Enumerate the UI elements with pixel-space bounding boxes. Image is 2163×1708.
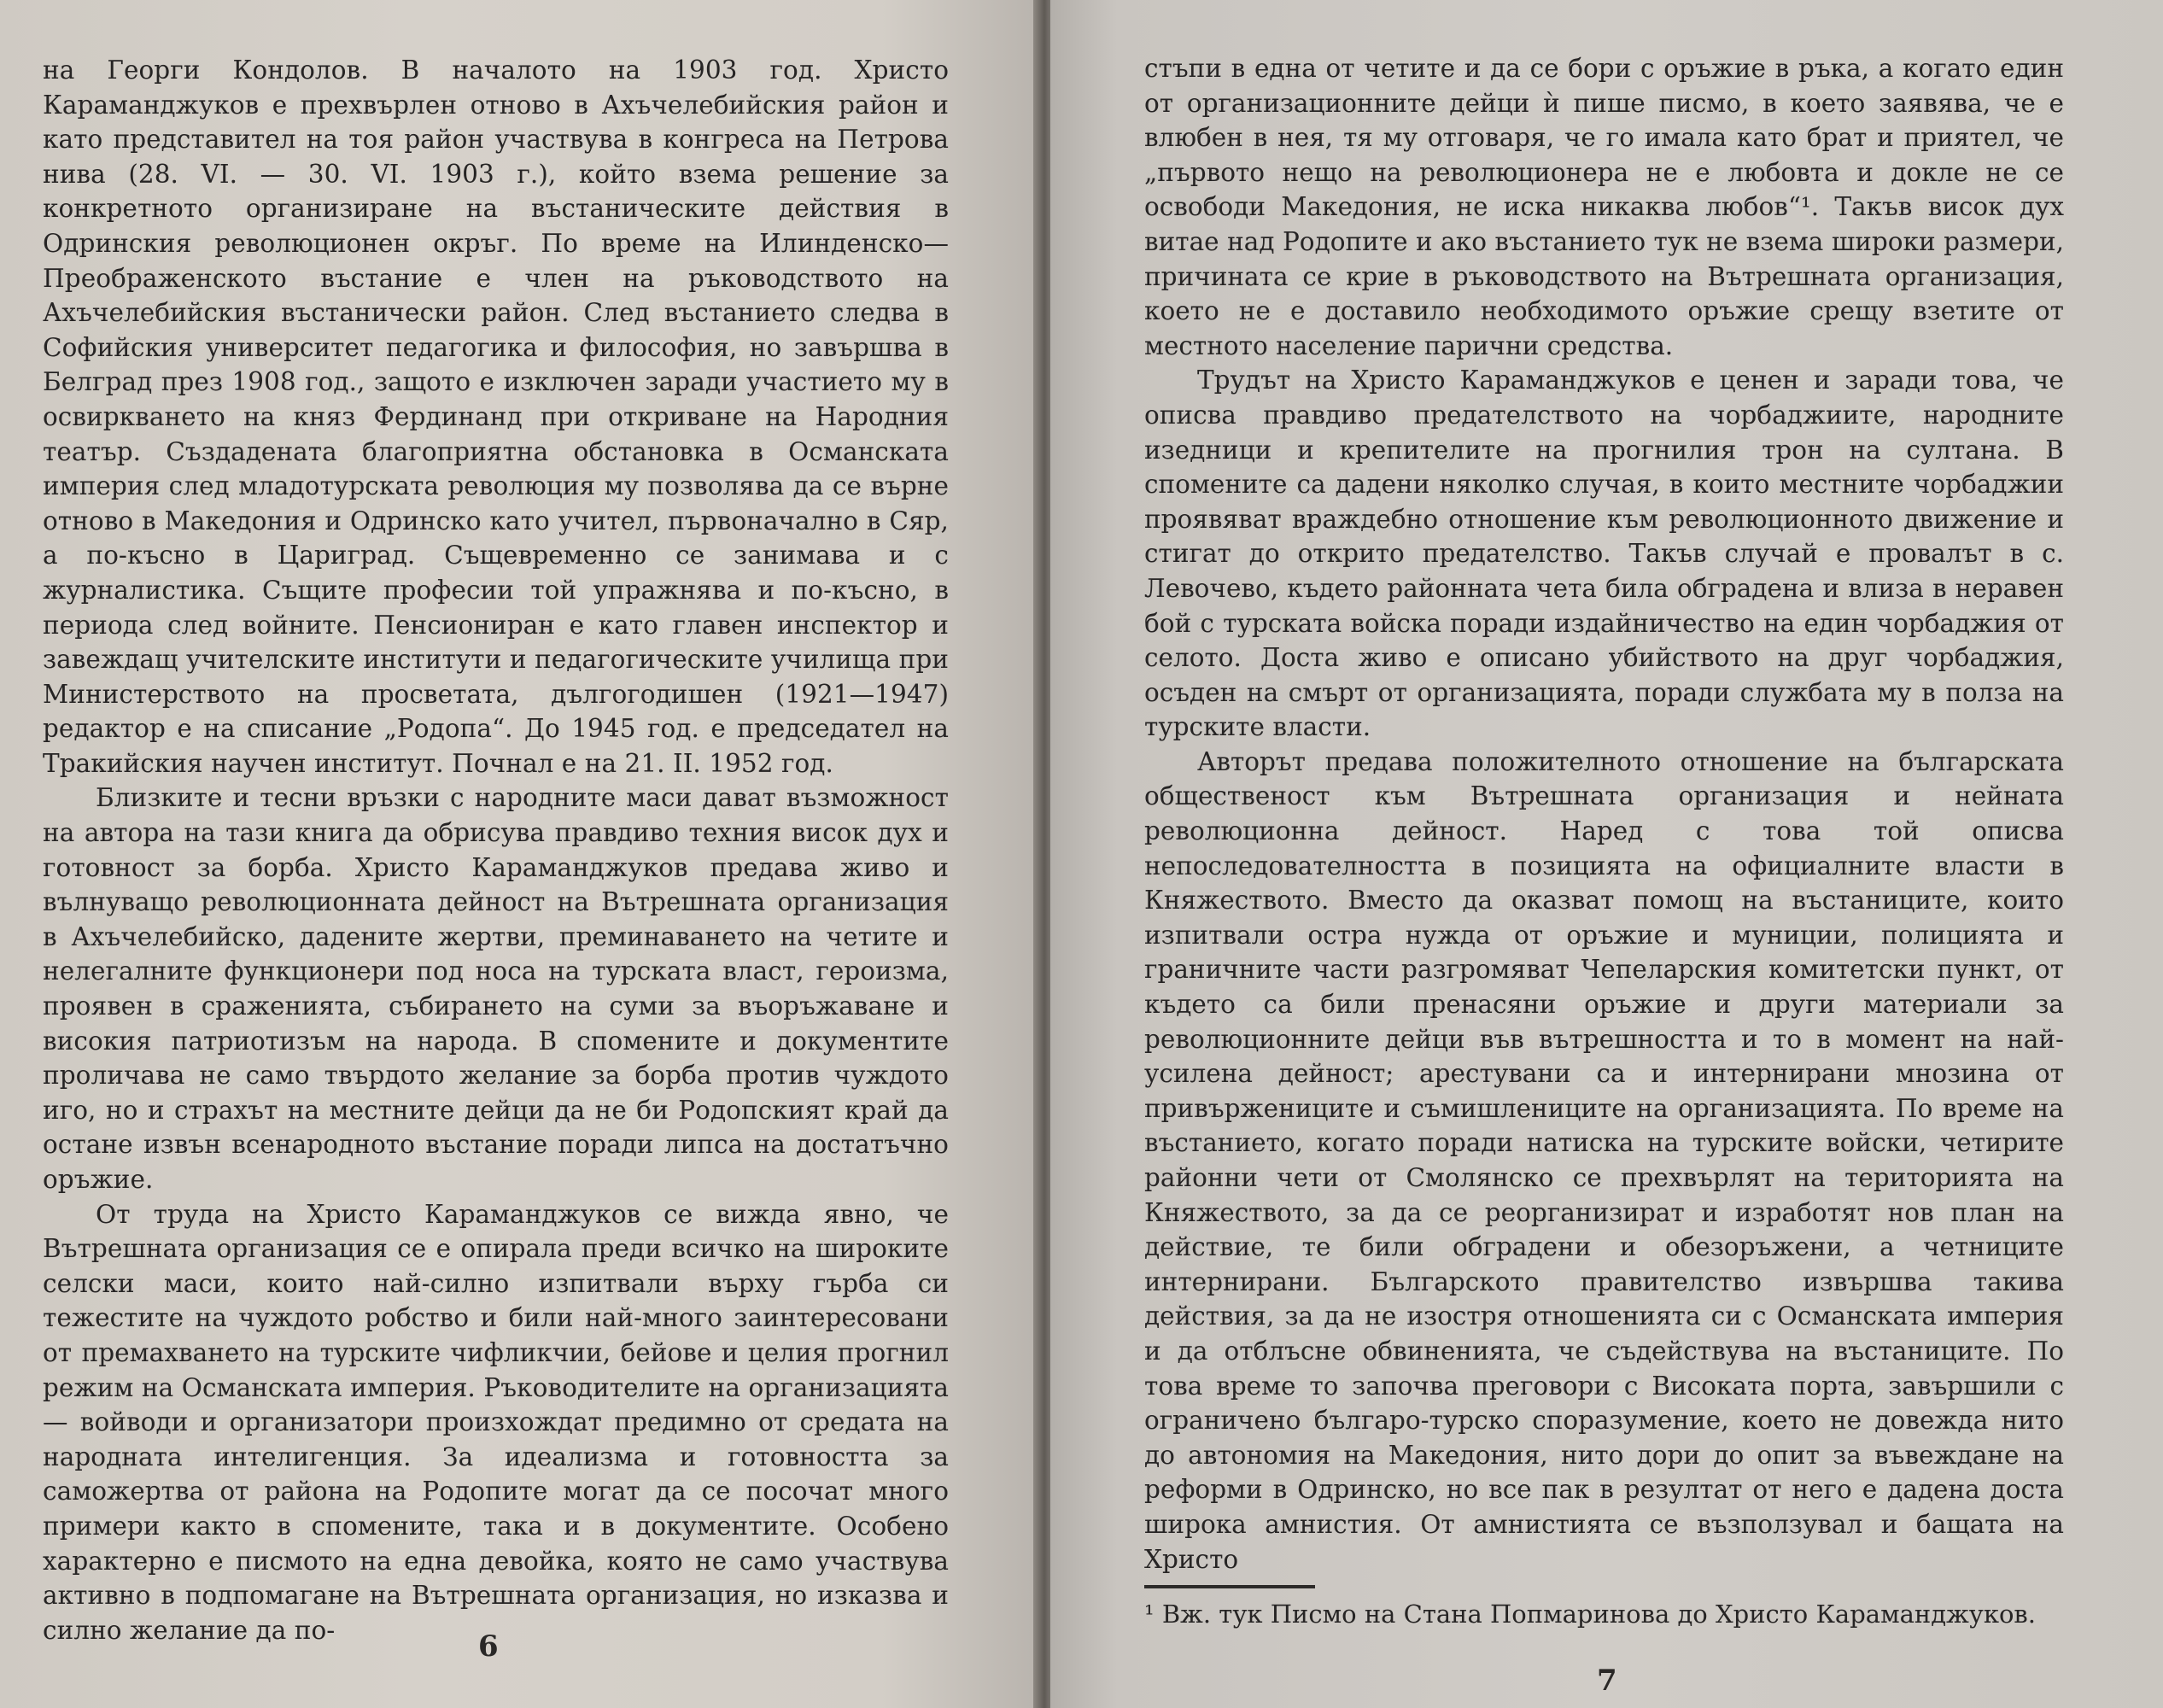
footnote: ¹ Вж. тук Писмо на Стана Попмаринова до Христо Караманджуков. bbox=[1144, 1600, 2036, 1629]
paragraph: Близките и тесни връзки с народните маси дават възможност на автора на тази книга да обрисува правдиво техния висок дух и готовност за борба. Христо Караманджуков предава живо и вълнуващо революционната дейност на Вътрешната организация в Ахъчелебийско, дадените жертви, преминаването на четите и нелегалните функционери под носа на турската власт, героизма, проявен в сраженията, събирането на суми за въоръжаване и високия патриотизъм на народа. В спомените и документите проличава не само твърдото желание за борба против чуждото иго, но и страхът на местните дейци да не би Родопският край да остане извън всенародното въстание поради липса на достатъчно оръжие. bbox=[43, 783, 949, 1194]
paragraph: на Георги Кондолов. В началото на 1903 год. Христо Караманджуков е прехвърлен отново в Ахъчелебийския район и като представител на тоя район участвува в конгреса на Петрова нива (28. VI. — 30. VI. 1903 г.), който взема решение за конкретното организиране на въстаническите действия в Одринския революционен окръг. По време на Илинденско—Преображенското въстание е член на ръководството на Ахъчелебийския въстанически район. След въстанието следва в Софийския университет педагогика и философия, но завършва в Белград през 1908 год., защото е изключен заради участието му в освиркването на княз Фердинанд при откриване на Народния театър. Създадената благоприятна обстановка в Османската империя след младотурската революция му позволява да се върне отново в Македония и Одринско като учител, първоначално в Сяр, а по-късно в Цариград. Същевременно се занимава и с журналистика. Същите професии той упражнява и по-късно, в периода след войните. Пенсиониран е като главен инспектор и завеждащ учителските институти и педагогическите училища при Министерството на просветата, дългогодишен (1921—1947) редактор е на списание „Родопа“. До 1945 год. е председател на Тракийския научен институт. Почнал е на 21. II. 1952 год. bbox=[43, 56, 949, 778]
page-number: 6 bbox=[478, 1629, 499, 1664]
left-page bbox=[0, 0, 1038, 1708]
left-page-text bbox=[43, 53, 949, 1647]
paragraph: Авторът предава положителното отношение на българската общественост към Вътрешната организация и нейната революционна дейност. Наред с това той описва непоследователността в позицията на официалните власти в Княжеството. Вместо да оказват помощ на въстаниците, които изпитвали остра нужда от оръжие и муниции, полицията и граничните части разгромяват Чепеларския комитетски пункт, от където са били пренасяни оръжие и други материали за революционните дейци във вътрешността и то в момент на най-усилена дейност; арестувани са и интернирани мнозина от привържениците и съмишлениците на организацията. По време на въстанието, когато поради натиска на турските войски, четирите районни чети от Смолянско се прехвърлят на територията на Княжеството, за да се реорганизират и изработят нов план на действие, те били обградени и обезоръжени, а четниците интернирани. Българското правителство извършва такива действия, за да не изостря отношенията си с Османската империя и да отблъсне обвиненията, че съдействува на въстаниците. По това време то започва преговори с Високата порта, завършили с ограничено българо-турско споразумение, което не довежда нито до автономия на Македония, нито дори до опит за въвеждане на реформи в Одринско, но все пак в резултат от него е дадена доста широка амнистия. От амнистията се възползувал и бащата на Христо bbox=[1144, 746, 2064, 1574]
paragraph: стъпи в една от четите и да се бори с оръжие в ръка, а когато един от организационните дейци ѝ пише писмо, в което заявява, че е влюбен в нея, тя му отговаря, че го имала като брат и приятел, че „първото нещо на революционера не е любовта и докле не се освободи Македония, не иска никаква любов“¹. Такъв висок дух витае над Родопите и ако въстанието тук не взема широки размери, причината се крие в ръководството на Вътрешната организация, което не е доставило необходимото оръжие срещу взетите от местното население парични средства. bbox=[1144, 54, 2064, 360]
page-number: 7 bbox=[1597, 1664, 1617, 1698]
paragraph: От труда на Христо Караманджуков се вижда явно, че Вътрешната организация се е опирала преди всичко на широките селски маси, които най-силно изпитвали върху гърба си тежестите на чуждото робство и били най-много заинтересовани от премахването на турските чифликчии, бейове и целия прогнил режим на Османската империя. Ръководителите на организацията — войводи и организатори произхождат предимно от средата на народната интелигенция. За идеализма и готовността за саможертва от района на Родопите могат да се посочат много примери както в спомените, така и в документите. Особено характерно е писмото на една девойка, която не само участвува активно в подпомагане на Вътрешната организация, но изказва и силно желание да по- bbox=[43, 1199, 949, 1645]
right-page-text bbox=[1144, 51, 2064, 1576]
footnote-divider bbox=[1144, 1585, 1315, 1588]
paragraph: Трудът на Христо Караманджуков е ценен и заради това, че описва правдиво предателството на чорбаджиите, народните изедници и крепителите на прогнилия трон на султана. В спомените са дадени няколко случая, в които местните чорбаджии проявяват враждебно отношение към революционното движение и стигат до открито предателство. Такъв случай е провалът в с. Левочево, където районната чета била обградена и влиза в неравен бой с турската войска поради издайничество на един чорбаджия от селото. Доста живо е описано убийството на друг чорбаджия, осъден на смърт от организацията, поради службата му в полза на турските власти. bbox=[1144, 366, 2064, 742]
right-page bbox=[1050, 0, 2163, 1708]
